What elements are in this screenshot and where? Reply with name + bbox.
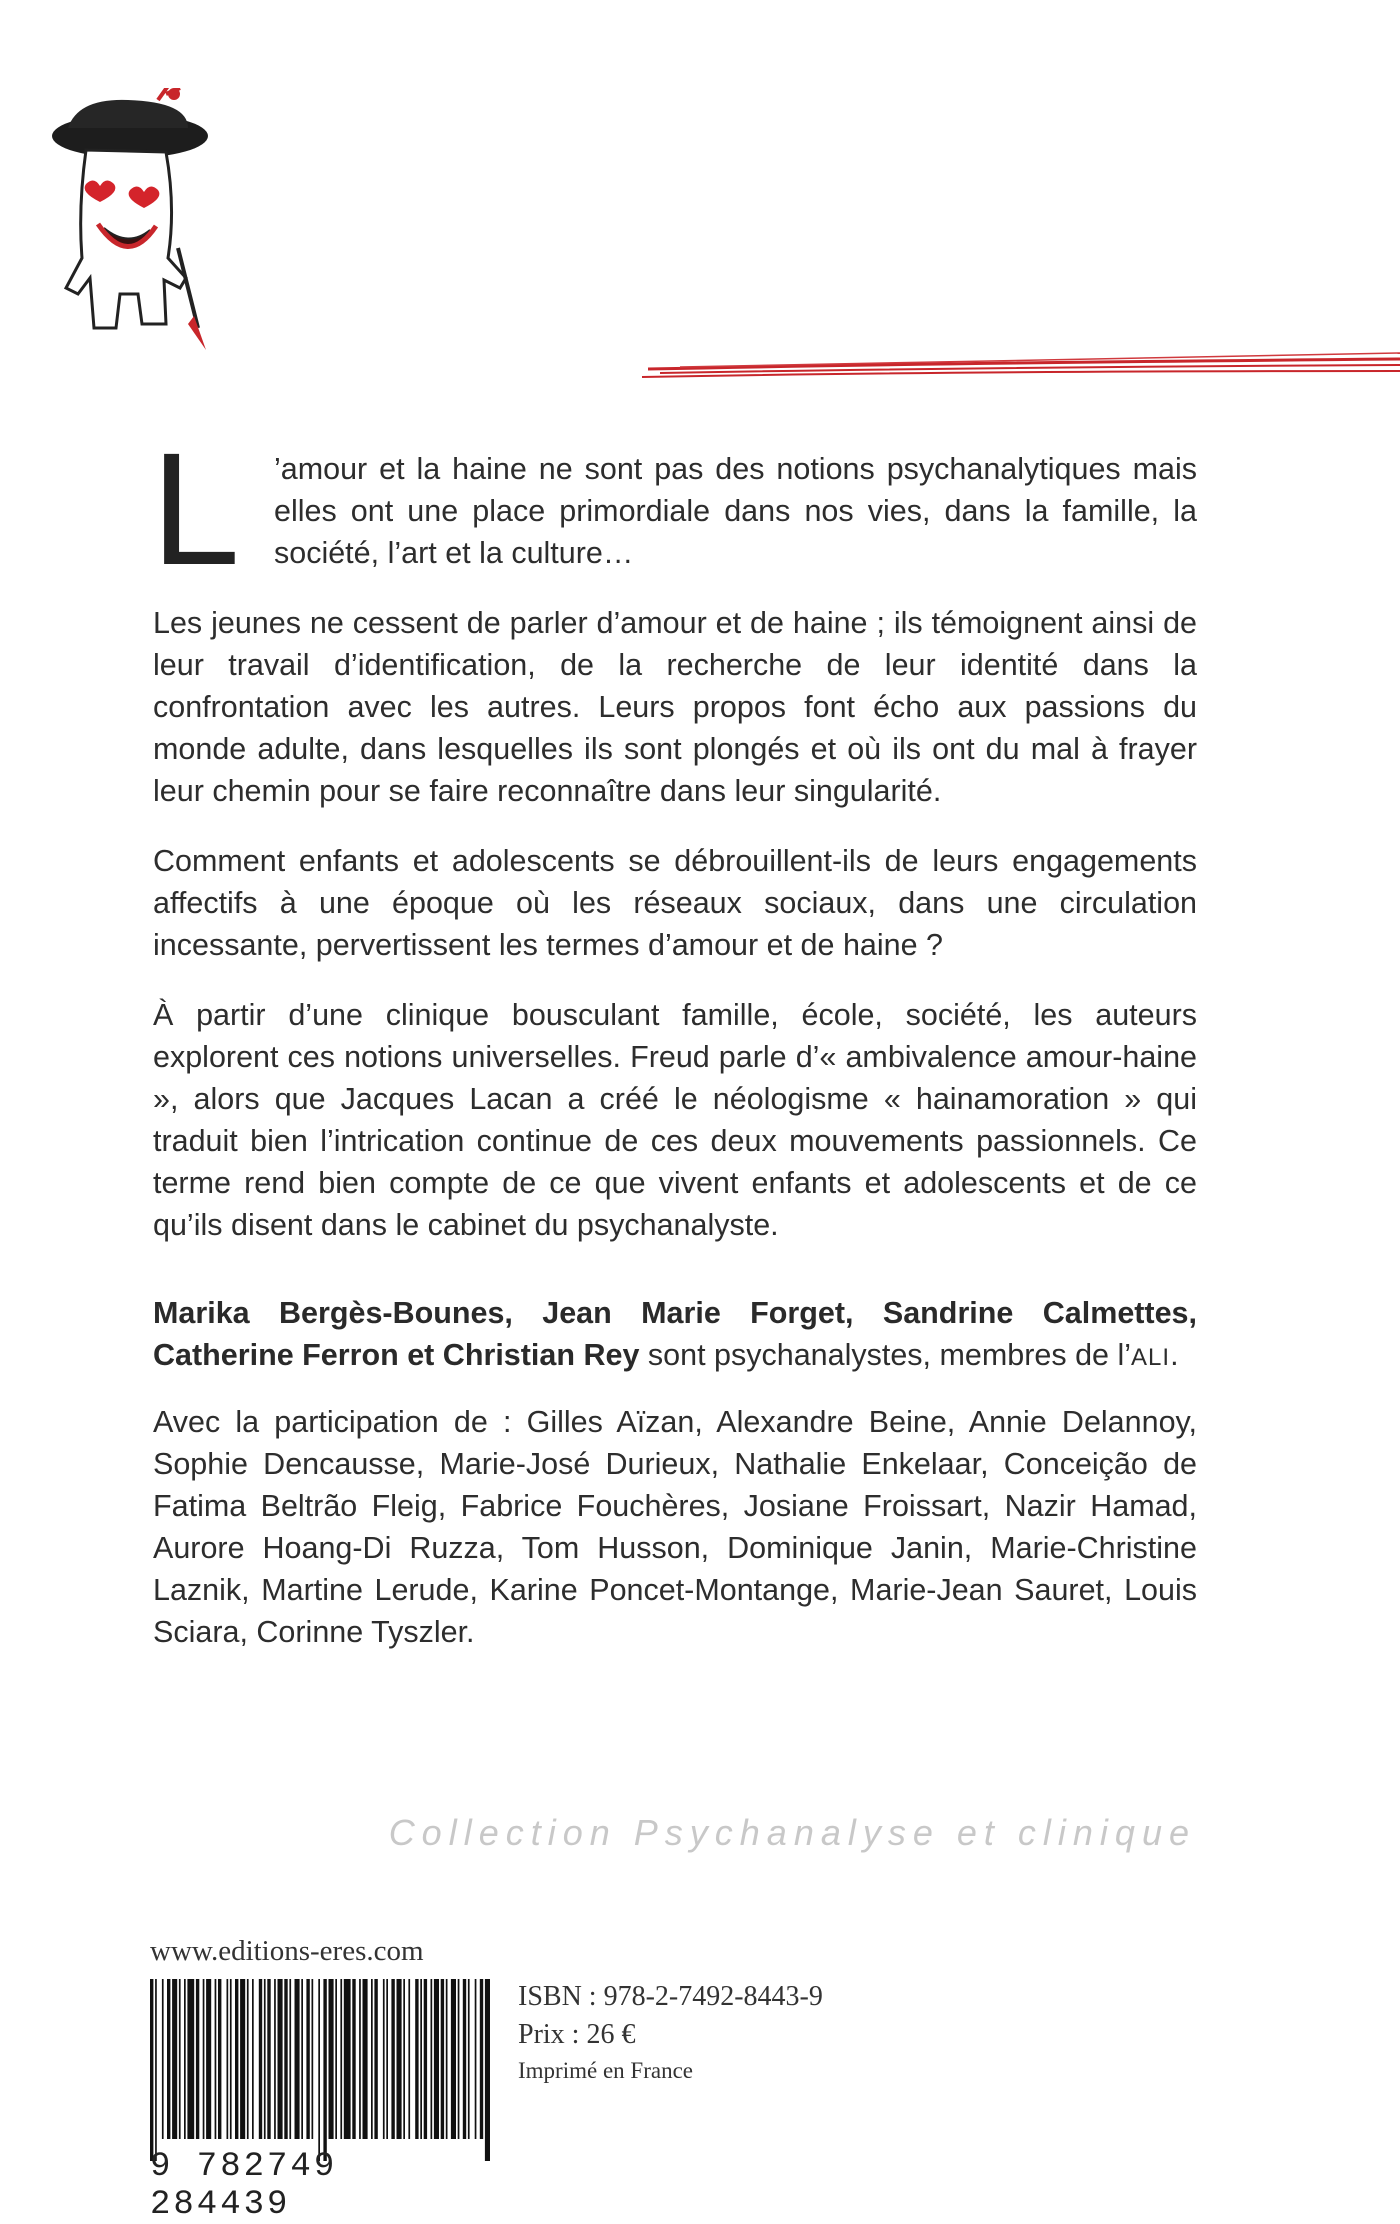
barcode-bar xyxy=(278,1979,283,2139)
collection-name: Collection Psychanalyse et clinique xyxy=(388,1812,1196,1853)
barcode-bar xyxy=(187,1979,194,2139)
isbn: ISBN : 978-2-7492-8443-9 xyxy=(518,1981,823,2012)
barcode-bar xyxy=(403,1979,405,2139)
barcode-bar xyxy=(475,1979,477,2139)
barcode-bar xyxy=(172,1979,177,2139)
barcode-bar xyxy=(274,1979,276,2139)
barcode-bar xyxy=(463,1979,466,2139)
barcode-bar xyxy=(252,1979,254,2139)
barcode-bar xyxy=(335,1979,337,2139)
barcode-bar xyxy=(162,1979,164,2139)
paragraph-3: Comment enfants et adolescents se débrouillent-ils de leurs engagements affectifs à une époque où les réseaux sociaux, dans une circulation incessante, pervertissent les termes d’amour et de haine ? xyxy=(153,844,1197,962)
barcode-bar xyxy=(374,1979,377,2139)
intro-paragraph xyxy=(151,419,1197,598)
barcode-bar xyxy=(240,1979,245,2139)
barcode-bar xyxy=(323,1979,326,2161)
participation-list: Avec la participation de : Gilles Aïzan, Alexandre Beine, Annie Delannoy, Sophie Dencausse, Marie-José Durieux, Nathalie Enkelaar, Conceição de Fatima Beltrão Fleig, Fabrice Fouchères, Josiane Froissart, Nazir Hamad, Aurore Hoang-Di Ruzza, Tom Husson, Dominique Janin, Marie-Christine Laznik, Martine Lerude, Karine Poncet-Montange, Marie-Jean Sauret, Louis Sciara, Corinne Tyszler. xyxy=(153,1405,1197,1649)
barcode-bar xyxy=(468,1979,470,2139)
barcode-bar xyxy=(184,1979,186,2139)
barcode-bar xyxy=(386,1979,388,2139)
book-metadata xyxy=(518,1978,823,2088)
barcode xyxy=(148,1979,492,2161)
intro-text: ’amour et la haine ne sont pas des notions psychanalytiques mais elles ont une place primordiale dans nos vies, dans la famille, la société, l’art et la culture… xyxy=(273,452,1197,570)
barcode-bar xyxy=(434,1979,439,2139)
barcode-bar xyxy=(340,1979,342,2139)
barcode-bar xyxy=(424,1979,427,2139)
publisher-website[interactable]: www.editions-eres.com xyxy=(150,1935,424,1967)
barcode-bar xyxy=(267,1979,270,2139)
barcode-bar xyxy=(218,1979,221,2139)
barcode-bar xyxy=(227,1979,229,2139)
barcode-bar xyxy=(446,1979,448,2139)
paragraph-4: À partir d’une clinique bousculant famille, école, société, les auteurs explorent ces notions universelles. Freud parle d’« ambivalence amour-haine », alors que Jacques Lacan a créé le néologisme « hainamoration » qui traduit bien l’intrication continue de ces deux mouvements passionnels. Ce terme rend bien compte de ce que vivent enfants et adolescents et de ce qu’ils disent dans le cabinet du psychanalyste. xyxy=(153,998,1197,1242)
drop-cap-letter: L xyxy=(151,419,240,598)
barcode-bar xyxy=(431,1979,433,2139)
authors-end: . xyxy=(1170,1338,1179,1372)
barcode-bar xyxy=(247,1979,249,2139)
barcode-bar xyxy=(230,1979,232,2139)
barcode-bar xyxy=(391,1979,394,2139)
barcode-bar xyxy=(485,1979,490,2161)
barcode-bar xyxy=(264,1979,266,2139)
barcode-digits: 9 782749 284439 xyxy=(150,2148,338,2224)
barcode-bar xyxy=(312,1979,314,2139)
barcode-bar xyxy=(318,1979,320,2161)
paragraph-2: Les jeunes ne cessent de parler d’amour et de haine ; ils témoignent ainsi de leur travail d’identification, de la recherche de leur identité dans la confrontation avec les autres. Leurs propos font écho aux passions du monde adulte, dans lesquelles ils sont plongés et où ils ont du mal à frayer leur chemin pour se faire reconnaître dans leur singularité. xyxy=(153,606,1197,808)
barcode-bar xyxy=(415,1979,418,2139)
barcode-bar xyxy=(284,1979,287,2139)
authors-statement xyxy=(153,1292,1197,1379)
barcode-bar xyxy=(458,1979,460,2139)
author-names: Marika Bergès-Bounes, Jean Marie Forget, Sandrine Calmettes, Catherine Ferron et Christian Rey xyxy=(153,1296,1197,1372)
barcode-bar xyxy=(397,1979,402,2139)
barcode-bar xyxy=(301,1979,303,2139)
barcode-bar xyxy=(344,1979,351,2139)
barcode-bar xyxy=(441,1979,444,2139)
barcode-bar xyxy=(383,1979,385,2139)
barcode-bar xyxy=(203,1979,205,2139)
barcode-bar xyxy=(329,1979,334,2139)
barcode-bar xyxy=(420,1979,422,2139)
barcode-bar xyxy=(295,1979,300,2139)
barcode-bar xyxy=(371,1979,373,2139)
barcode-bar xyxy=(451,1979,456,2139)
barcode-bar xyxy=(259,1979,262,2139)
barcode-bar xyxy=(196,1979,199,2139)
barcode-bar xyxy=(352,1979,355,2139)
barcode-bar xyxy=(155,1979,157,2161)
price: Prix : 26 € xyxy=(518,2019,636,2050)
org-name: ALI xyxy=(1131,1344,1171,1371)
barcode-bar xyxy=(150,1979,153,2161)
printed-in: Imprimé en France xyxy=(518,2058,693,2083)
back-cover-text xyxy=(151,419,1197,1675)
barcode-bar xyxy=(480,1979,483,2139)
barcode-bar xyxy=(235,1979,238,2139)
barcode-bar xyxy=(363,1979,368,2139)
barcode-bar xyxy=(167,1979,170,2139)
barcode-bar xyxy=(289,1979,291,2139)
monster-illustration xyxy=(38,88,218,358)
barcode-bar xyxy=(179,1979,181,2139)
red-rule-lines xyxy=(640,345,1400,385)
barcode-bar xyxy=(206,1979,211,2139)
authors-role: sont psychanalystes, membres de l’ xyxy=(639,1338,1132,1372)
barcode-bar xyxy=(359,1979,361,2139)
barcode-bar xyxy=(215,1979,217,2139)
authors-block xyxy=(153,1292,1197,1653)
barcode-bar xyxy=(408,1979,410,2139)
barcode-bar xyxy=(306,1979,309,2139)
